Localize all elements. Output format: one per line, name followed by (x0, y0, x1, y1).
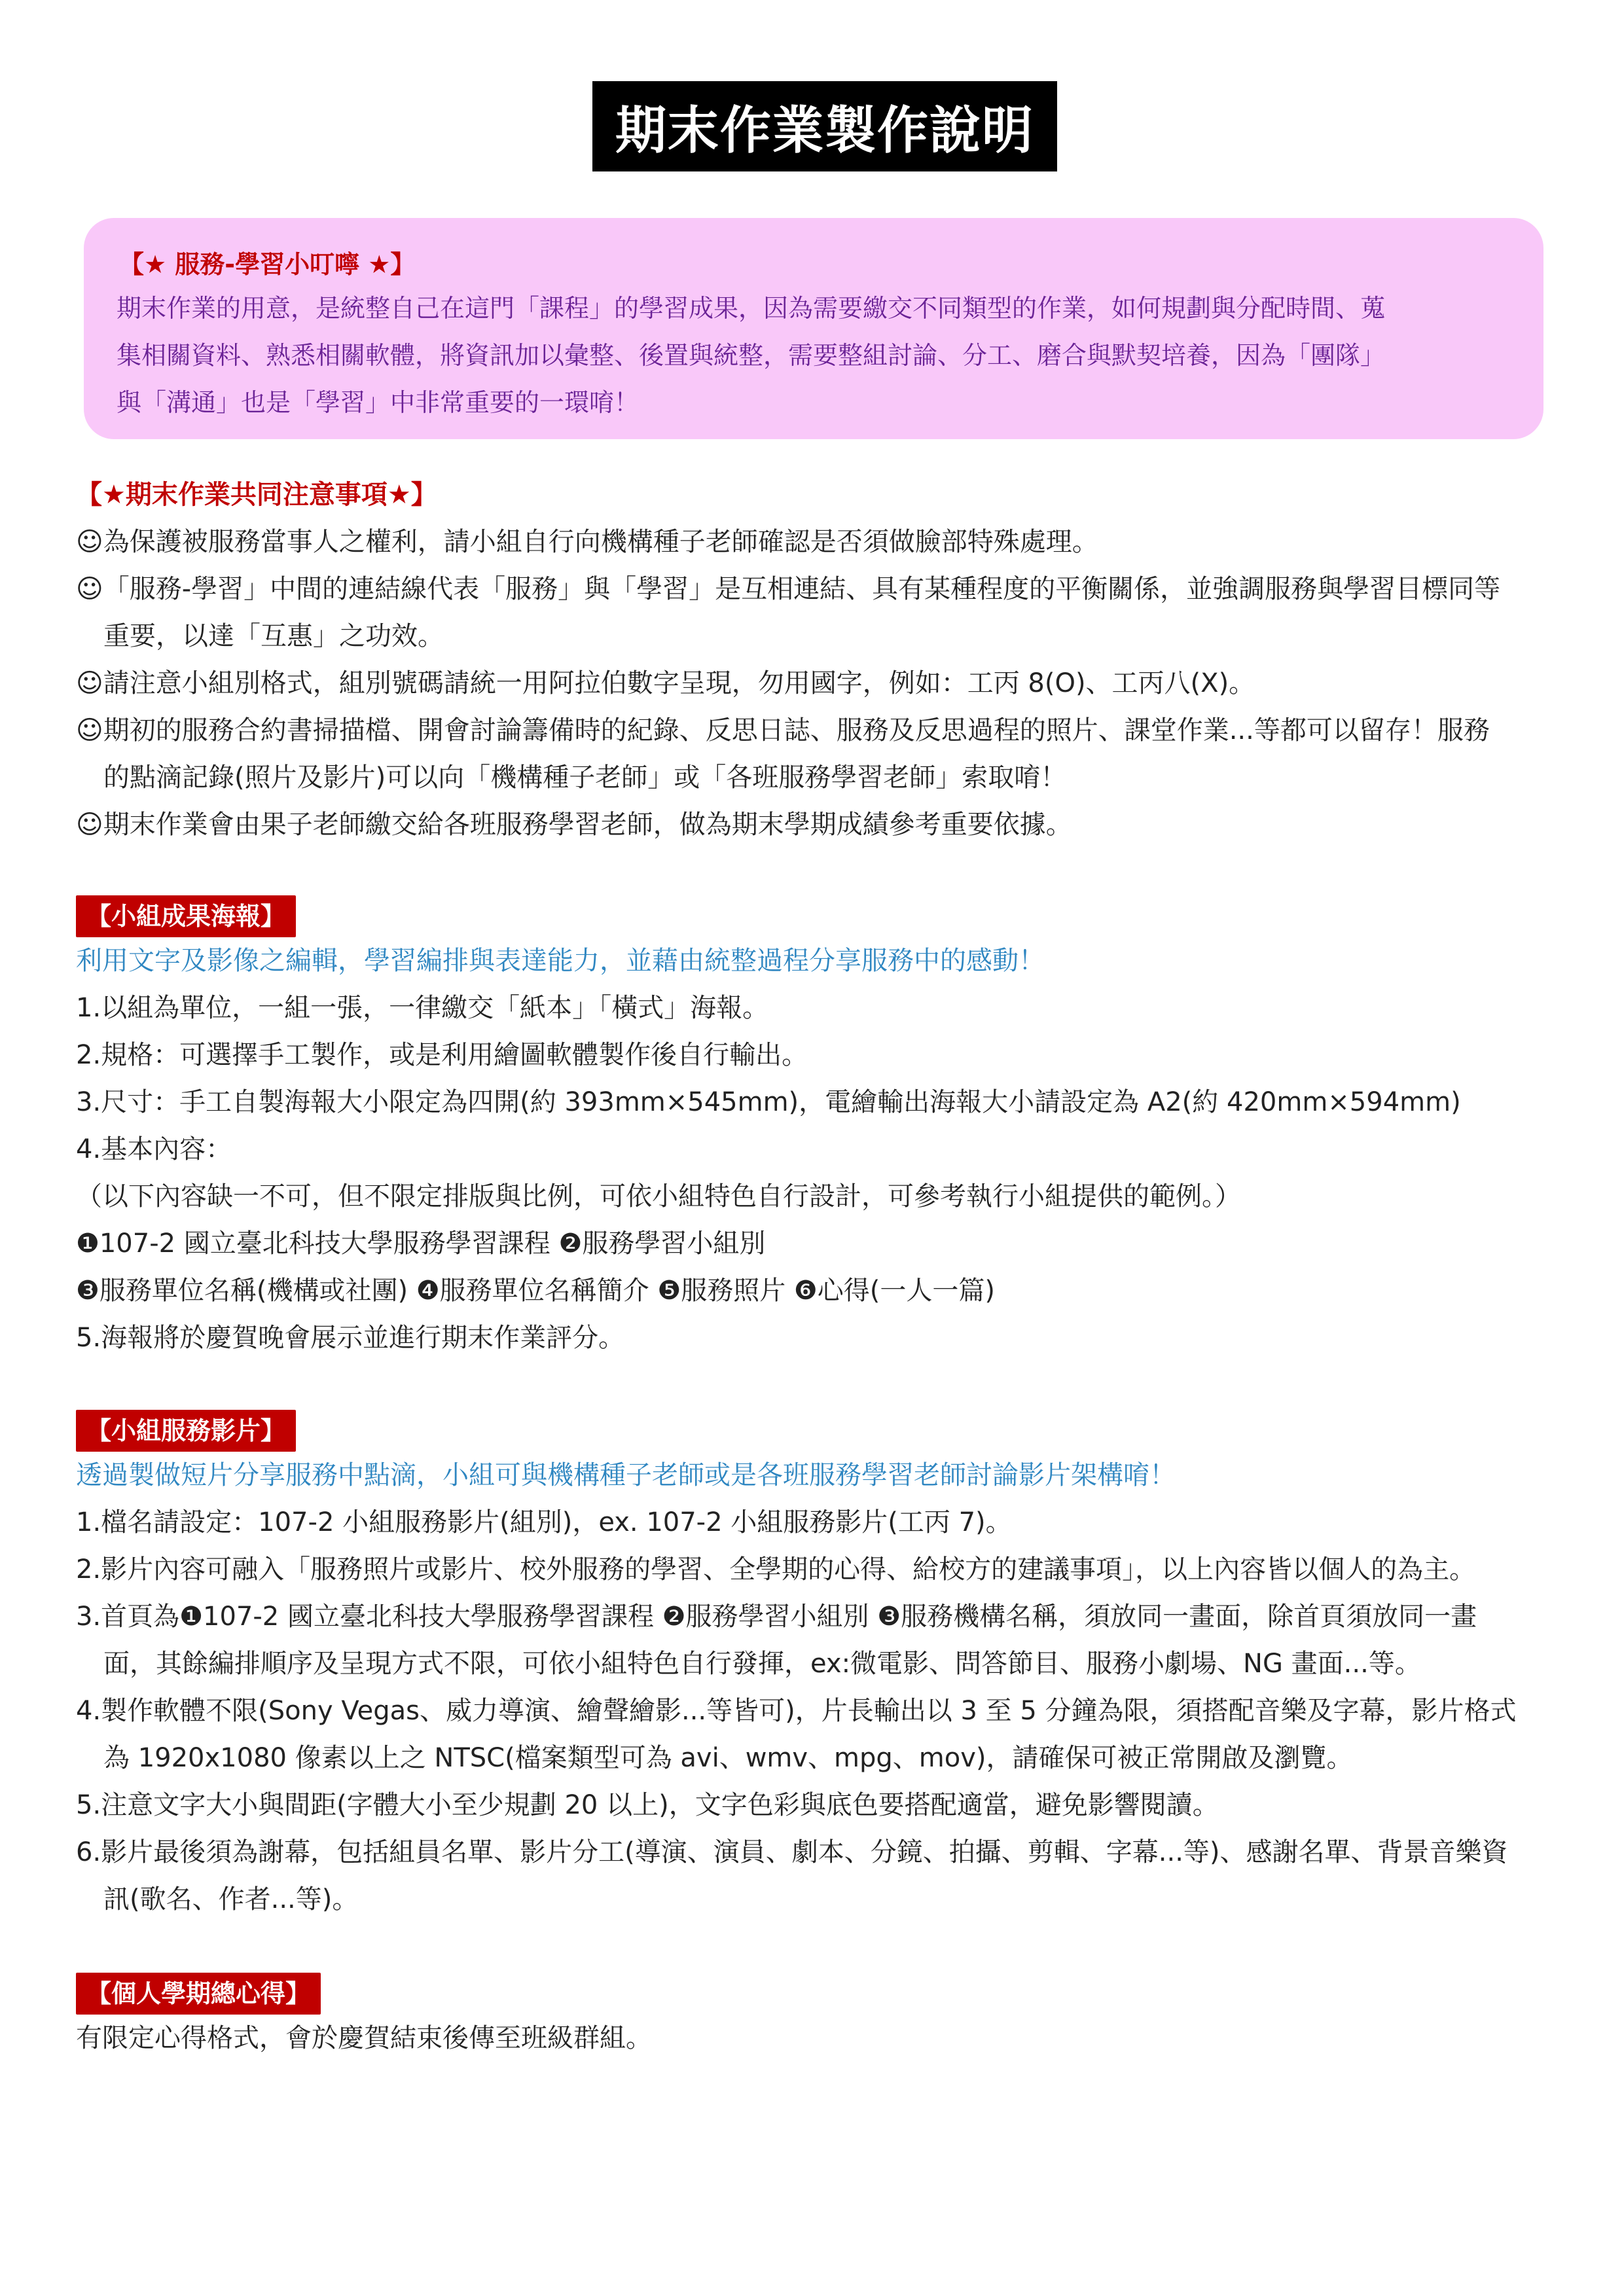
poster-line: 5.海報將於慶賀晚會展示並進行期末作業評分。 (76, 1323, 625, 1353)
poster-intro: 利用文字及影像之編輯，學習編排與表達能力，並藉由統整過程分享服務中的感動！ (76, 946, 1045, 976)
tip-line: 期末作業的用意，是統整自己在這門「課程」的學習成果，因為需要繳交不同類型的作業，如何規劃與分配時間、蒐 (117, 294, 1386, 323)
poster-line: 1.以組為單位，一組一張，一律繳交「紙本」「橫式」海報。 (76, 993, 769, 1023)
video-badge: 【小組服務影片】 (76, 1410, 296, 1452)
tip-line: 與「溝通」也是「學習」中非常重要的一環唷！ (117, 388, 640, 417)
notes-line: ☺為保護被服務當事人之權利，請小組自行向機構種子老師確認是否須做臉部特殊處理。 (76, 527, 1098, 557)
personal-badge: 【個人學期總心得】 (76, 1973, 321, 2015)
notes-line: 的點滴記錄(照片及影片)可以向「機構種子老師」或「各班服務學習老師」索取唷！ (103, 762, 1067, 793)
notes-line: 重要，以達「互惠」之功效。 (103, 621, 444, 651)
tip-line: 集相關資料、熟悉相關軟體，將資訊加以彙整、後置與統整，需要整組討論、分工、磨合與默契培養，因為「團隊」 (117, 341, 1386, 370)
video-line: 6.影片最後須為謝幕，包括組員名單、影片分工(導演、演員、劇本、分鏡、拍攝、剪輯、字幕...等)、感謝名單、背景音樂資 (76, 1837, 1508, 1867)
tip-heading: 【★ 服務-學習小叮嚀 ★】 (119, 250, 416, 279)
video-section (76, 1410, 1555, 1923)
notes-line: ☺「服務-學習」中間的連結線代表「服務」與「學習」是互相連結、具有某種程度的平衡關係，並強調服務與學習目標同等 (76, 574, 1501, 604)
poster-line: 4.基本內容： (76, 1134, 232, 1164)
notes-heading: 【★期末作業共同注意事項★】 (76, 480, 437, 510)
video-line: 為 1920x1080 像素以上之 NTSC(檔案類型可為 avi、wmv、mpg、mov)，請確保可被正常開啟及瀏覽。 (103, 1743, 1353, 1773)
video-line: 2.影片內容可融入「服務照片或影片、校外服務的學習、全學期的心得、給校方的建議事項」，以上內容皆以個人的為主。 (76, 1554, 1476, 1585)
poster-line: （以下內容缺一不可，但不限定排版與比例，可依小組特色自行設計，可參考執行小組提供的範例。） (76, 1181, 1241, 1211)
video-intro: 透過製做短片分享服務中點滴，小組可與機構種子老師或是各班服務學習老師討論影片架構唷！ (76, 1460, 1176, 1490)
tip-box (84, 218, 1543, 439)
notes-line: ☺期末作業會由果子老師繳交給各班服務學習老師，做為期末學期成績參考重要依據。 (76, 810, 1072, 840)
video-line: 1.檔名請設定：107-2 小組服務影片(組別)，ex. 107-2 小組服務影片(工丙 7)。 (76, 1507, 1012, 1537)
poster-line: ❸服務單位名稱(機構或社團) ❹服務單位名稱簡介 ❺服務照片 ❻心得(一人一篇) (76, 1276, 996, 1306)
notes-line: ☺請注意小組別格式，組別號碼請統一用阿拉伯數字呈現，勿用國字，例如：工丙 8(O)、工丙八(X)。 (76, 668, 1255, 698)
video-line: 訊(歌名、作者...等)。 (103, 1884, 359, 1914)
personal-section (76, 1973, 1555, 2062)
notes-line: ☺期初的服務合約書掃描檔、開會討論籌備時的紀錄、反思日誌、服務及反思過程的照片、課堂作業...等都可以留存！服務 (76, 715, 1490, 745)
video-line: 4.製作軟體不限(Sony Vegas、威力導演、繪聲繪影...等皆可)，片長輸出以 3 至 5 分鐘為限，須搭配音樂及字幕，影片格式 (76, 1696, 1517, 1726)
video-line: 3.首頁為❶107-2 國立臺北科技大學服務學習課程 ❷服務學習小組別 ❸服務機構名稱，須放同一畫面，除首頁須放同一畫 (76, 1602, 1477, 1632)
personal-body: 有限定心得格式，會於慶賀結束後傳至班級群組。 (76, 2023, 652, 2053)
poster-line: ❶107-2 國立臺北科技大學服務學習課程 ❷服務學習小組別 (76, 1229, 766, 1259)
video-line: 5.注意文字大小與間距(字體大小至少規劃 20 以上)，文字色彩與底色要搭配適當，避免影響閱讀。 (76, 1790, 1219, 1820)
page-title: 期末作業製作說明 (592, 81, 1057, 171)
poster-line: 2.規格：可選擇手工製作，或是利用繪圖軟體製作後自行輸出。 (76, 1040, 808, 1070)
common-notes-section (76, 471, 1555, 848)
poster-badge: 【小組成果海報】 (76, 895, 296, 937)
video-line: 面，其餘編排順序及呈現方式不限，可依小組特色自行發揮，ex:微電影、問答節目、服務小劇場、NG 畫面...等。 (103, 1649, 1421, 1679)
poster-section (76, 895, 1555, 1361)
poster-line: 3.尺寸：手工自製海報大小限定為四開(約 393mm×545mm)，電繪輸出海報大小請設定為 A2(約 420mm×594mm) (76, 1087, 1461, 1117)
